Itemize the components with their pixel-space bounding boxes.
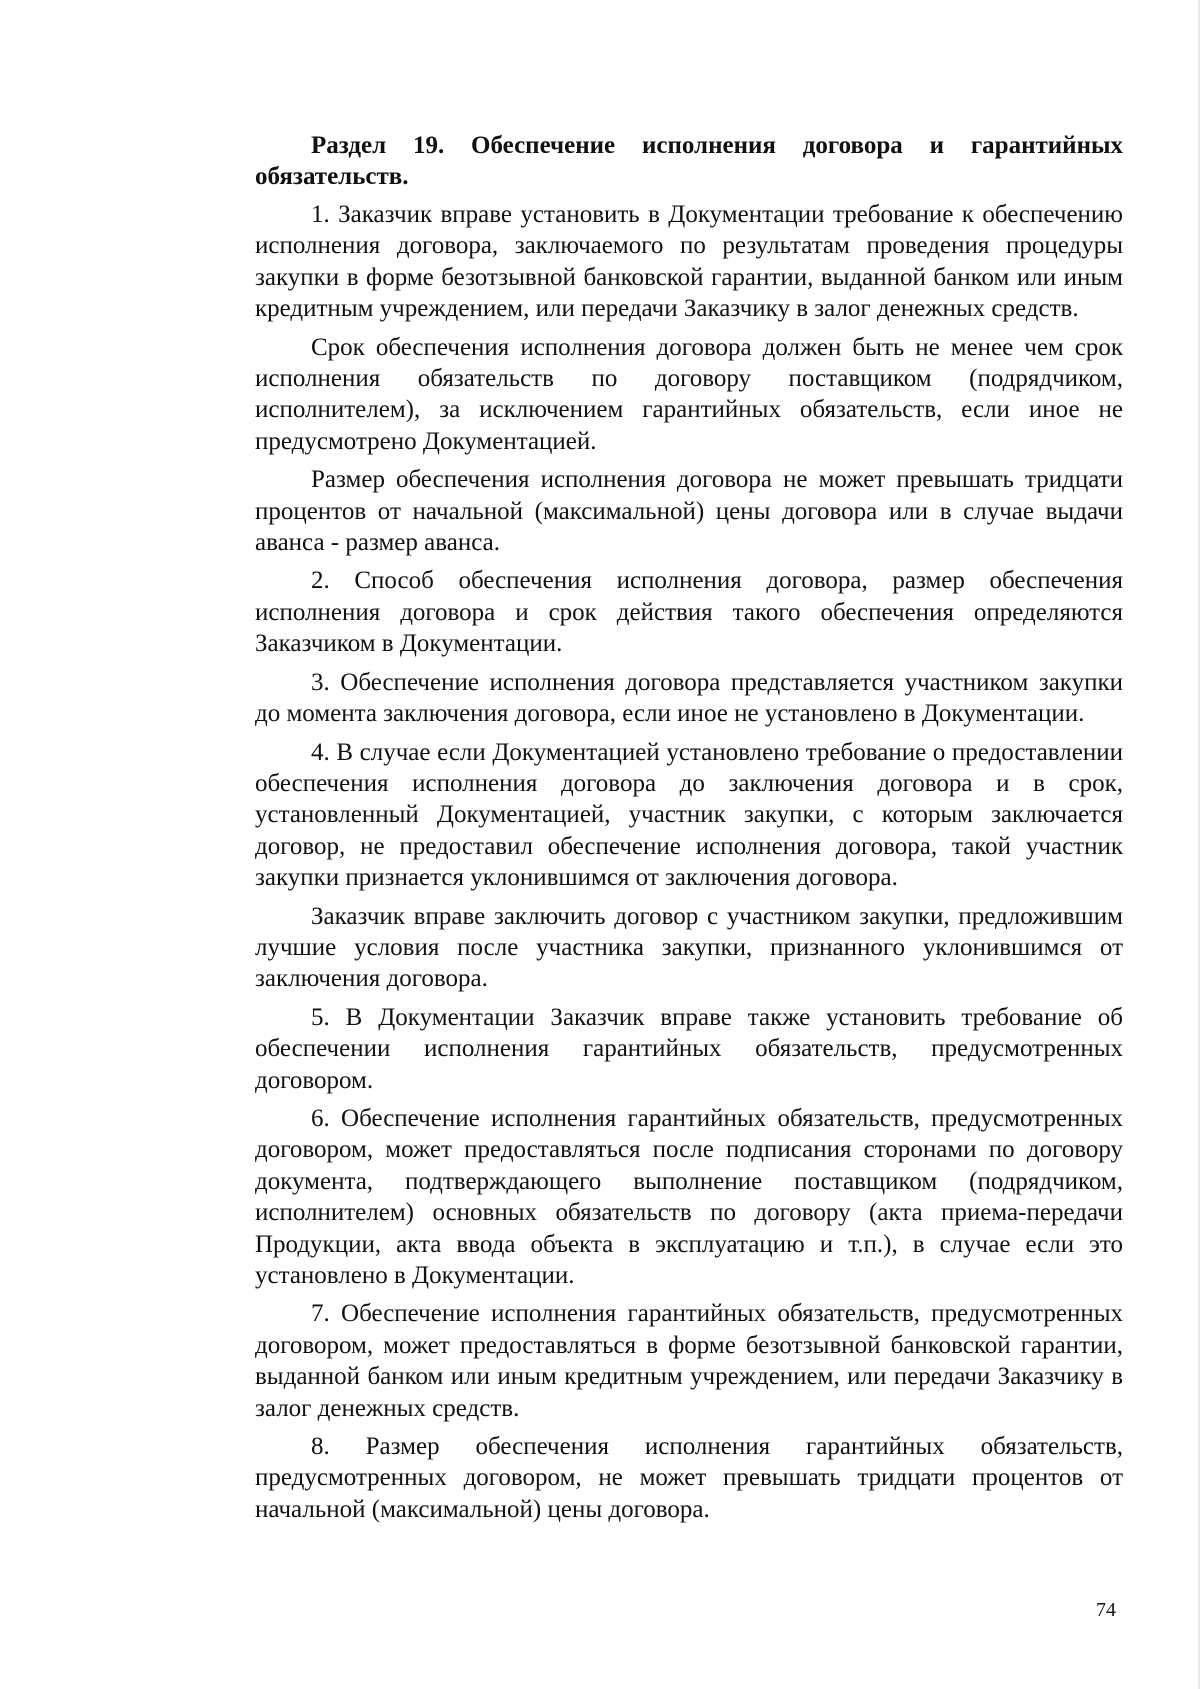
paragraph-6: 6. Обеспечение исполнения гарантийных обязательств, предусмотренных договором, может предоставляться после подписания сторонами по договору документа, подтверждающего выполнение поставщиком (подрядчиком, исполнителем) основных обязательств по договору (акта приема-передачи Продукции, акта ввода объекта в эксплуатацию и т.п.), в случае если это установлено в Документации. bbox=[255, 1104, 1123, 1289]
section-heading: Раздел 19. Обеспечение исполнения договора и гарантийных обязательств. bbox=[255, 132, 1123, 190]
paragraph-7: 7. Обеспечение исполнения гарантийных обязательств, предусмотренных договором, может предоставляться в форме безотзывной банковской гарантии, выданной банком или иным кредитным учреждением, или передачи Заказчику в залог денежных средств. bbox=[255, 1300, 1123, 1422]
paragraph-2: 2. Способ обеспечения исполнения договора, размер обеспечения исполнения договора и срок действия такого обеспечения определяются Заказчиком в Документации. bbox=[255, 567, 1123, 658]
paragraph-4-customer-right: Заказчик вправе заключить договор с участником закупки, предложившим лучшие условия после участника закупки, признанного уклонившимся от заключения договора. bbox=[255, 902, 1123, 993]
page-number: 74 bbox=[1096, 1599, 1116, 1621]
paragraph-1-amount: Размер обеспечения исполнения договора не может превышать тридцати процентов от начальной (максимальной) цены договора или в случае выдачи аванса - размер аванса. bbox=[255, 466, 1123, 557]
paragraph-8: 8. Размер обеспечения исполнения гарантийных обязательств, предусмотренных договором, не может превышать тридцати процентов от начальной (максимальной) цены договора. bbox=[255, 1433, 1123, 1523]
paragraph-4: 4. В случае если Документацией установлено требование о предоставлении обеспечения исполнения договора до заключения договора и в срок, установленный Документацией, участник закупки, с которым заключается договор, не предоставил обеспечение исполнения договора, такой участник закупки признается уклонившимся от заключения договора. bbox=[255, 738, 1123, 892]
paragraph-1-term: Срок обеспечения исполнения договора должен быть не менее чем срок исполнения обязательств по договору поставщиком (подрядчиком, исполнителем), за исключением гарантийных обязательств, если иное не предусмотрено Документацией. bbox=[255, 333, 1123, 455]
document-body bbox=[255, 130, 1123, 1532]
paragraph-1: 1. Заказчик вправе установить в Документации требование к обеспечению исполнения договора, заключаемого по результатам проведения процедуры закупки в форме безотзывной банковской гарантии, выданной банком или иным кредитным учреждением, или передачи Заказчику в залог денежных средств. bbox=[255, 201, 1123, 323]
paragraph-5: 5. В Документации Заказчик вправе также установить требование об обеспечении исполнения гарантийных обязательств, предусмотренных договором. bbox=[255, 1003, 1123, 1094]
paragraph-3: 3. Обеспечение исполнения договора представляется участником закупки до момента заключения договора, если иное не установлено в Документации. bbox=[255, 668, 1123, 728]
